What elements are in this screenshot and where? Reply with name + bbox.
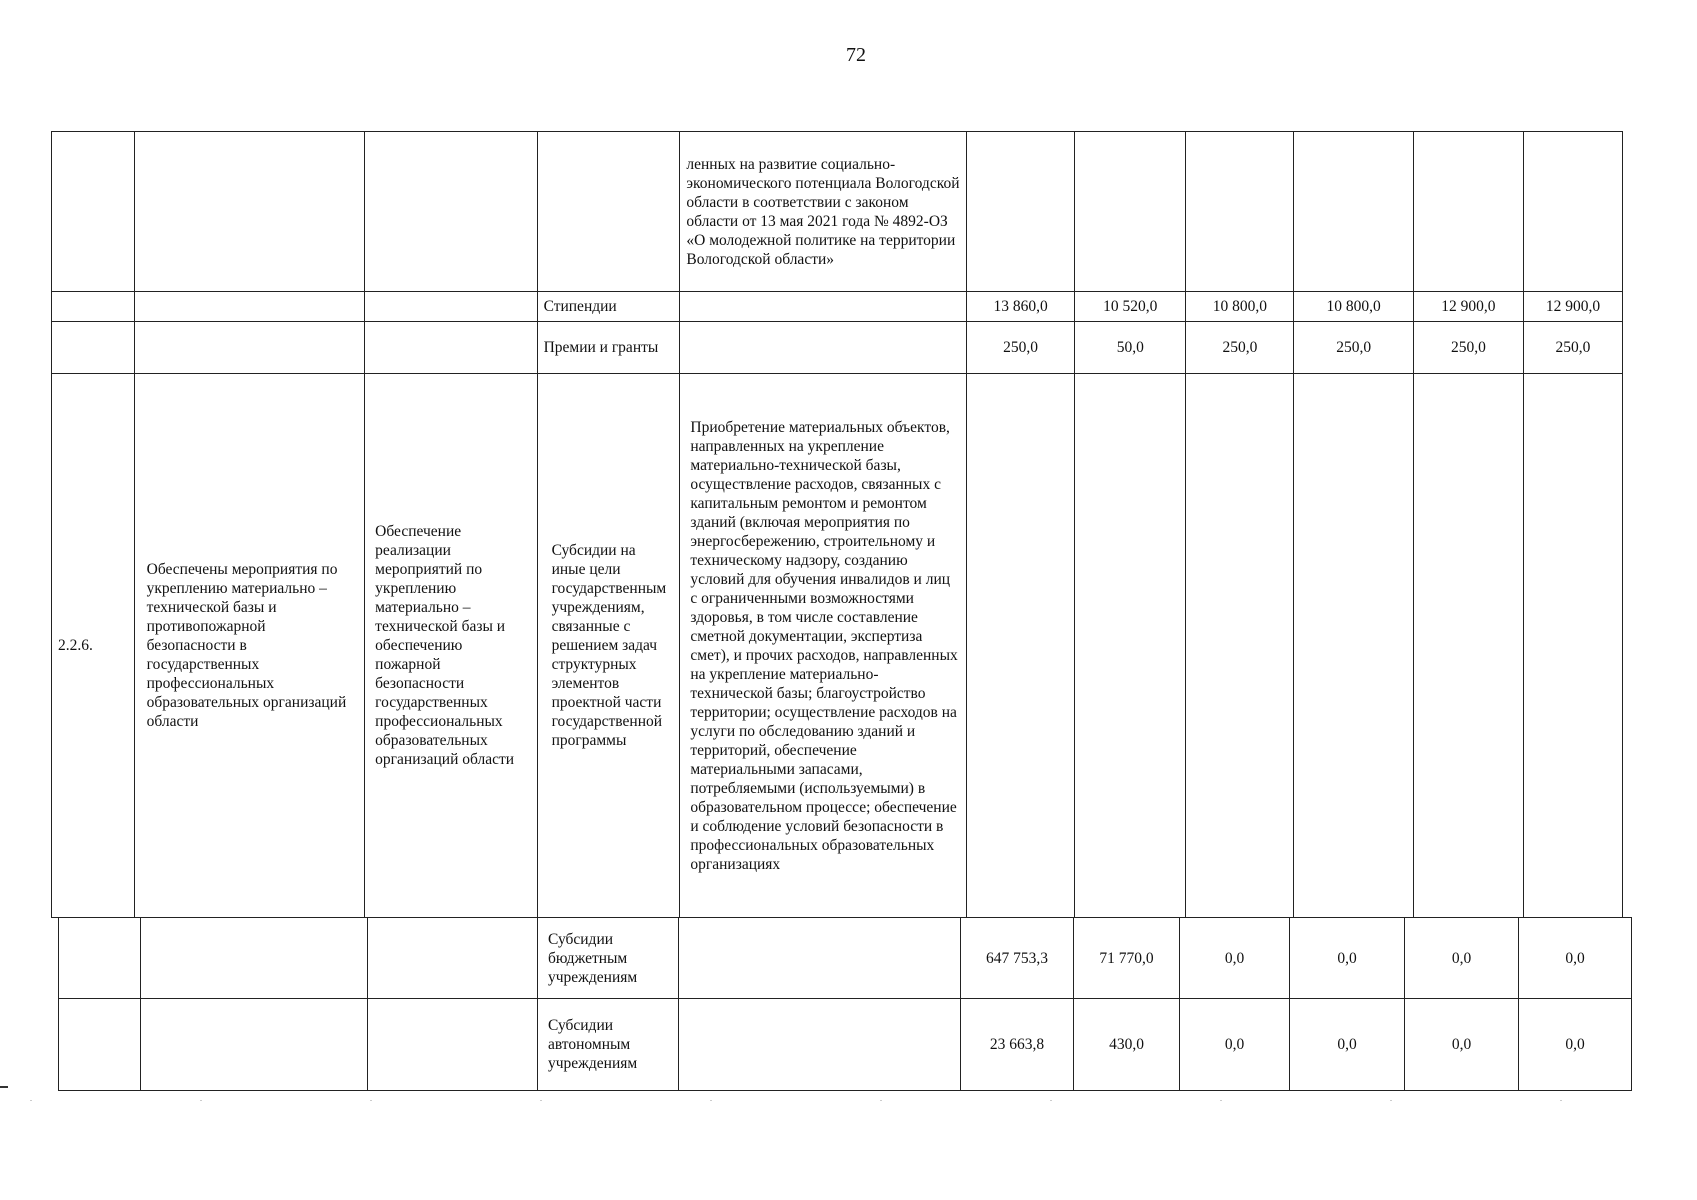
value-cell: 71 770,0	[1074, 918, 1180, 999]
value-cell: 50,0	[1075, 322, 1186, 374]
value-cell: 12 900,0	[1523, 292, 1622, 322]
value-cell: 0,0	[1290, 918, 1405, 999]
measure-cell: Обеспечение реализации мероприятий по укреплению материально – технической базы и обеспечению пожарной безопасности государственных профессиональных образовательных организаций области	[365, 374, 537, 918]
expense-type-cell: Стипендии	[537, 292, 680, 322]
scan-artifact-line	[30, 1100, 1650, 1101]
page-number: 72	[846, 44, 866, 66]
value-cell: 0,0	[1405, 918, 1519, 999]
program-table-lower	[58, 917, 1632, 1091]
table-row	[59, 918, 1632, 999]
value-cell: 0,0	[1290, 999, 1405, 1091]
value-cell: 647 753,3	[961, 918, 1074, 999]
value-cell: 250,0	[1186, 322, 1294, 374]
value-cell: 430,0	[1074, 999, 1180, 1091]
value-cell: 0,0	[1519, 918, 1632, 999]
table-row	[59, 999, 1632, 1091]
value-cell: 10 800,0	[1186, 292, 1294, 322]
value-cell: 12 900,0	[1413, 292, 1523, 322]
value-cell: 0,0	[1519, 999, 1632, 1091]
value-cell: 0,0	[1180, 918, 1290, 999]
value-cell: 23 663,8	[961, 999, 1074, 1091]
table-row	[52, 322, 1623, 374]
value-cell: 13 860,0	[967, 292, 1075, 322]
table-row	[52, 374, 1623, 918]
value-cell: 10 520,0	[1075, 292, 1186, 322]
value-cell: 250,0	[1413, 322, 1523, 374]
value-cell: 250,0	[1294, 322, 1413, 374]
value-cell: 250,0	[967, 322, 1075, 374]
value-cell: 250,0	[1523, 322, 1622, 374]
value-cell: 0,0	[1180, 999, 1290, 1091]
table-row	[52, 292, 1623, 322]
description-cell: ленных на развитие социально-экономического потенциала Вологодской области в соответствии с законом области от 13 мая 2021 года № 4892-ОЗ «О молодежной политике на территории Вологодской области»	[680, 132, 967, 292]
expense-type-cell: Субсидии бюджетным учреждениям	[538, 918, 679, 999]
program-table-upper	[51, 131, 1623, 918]
value-cell: 0,0	[1405, 999, 1519, 1091]
margin-mark	[0, 1086, 8, 1088]
expense-type-cell: Премии и гранты	[537, 322, 680, 374]
result-cell: Обеспечены мероприятия по укреплению материально – технической базы и противопожарной безопасности в государственных профессиональных образовательных организаций области	[134, 374, 365, 918]
item-number-cell: 2.2.6.	[52, 374, 135, 918]
expense-type-cell: Субсидии автономным учреждениям	[538, 999, 679, 1091]
table-row	[52, 132, 1623, 292]
value-cell: 10 800,0	[1294, 292, 1413, 322]
description-cell: Приобретение материальных объектов, направленных на укрепление материально-технической базы, осуществление расходов, связанных с капитальным ремонтом и ремонтом зданий (включая мероприятия по энергосбережению, строительному и техническому надзору, созданию условий для обучения инвалидов и лиц с ограниченными возможностями здоровья, в том числе составление сметной документации, экспертиза смет), и прочих расходов, направленных на укрепление материально-технической базы; благоустройство территории; осуществление расходов на услуги по обследованию зданий и территорий, обеспечение материальными запасами, потребляемыми (используемыми) в образовательном процессе; обеспечение и соблюдение условий безопасности в профессиональных образовательных организациях	[680, 374, 967, 918]
expense-type-cell: Субсидии на иные цели государственным учреждениям, связанные с решением задач структурных элементов проектной части государственной программы	[537, 374, 680, 918]
